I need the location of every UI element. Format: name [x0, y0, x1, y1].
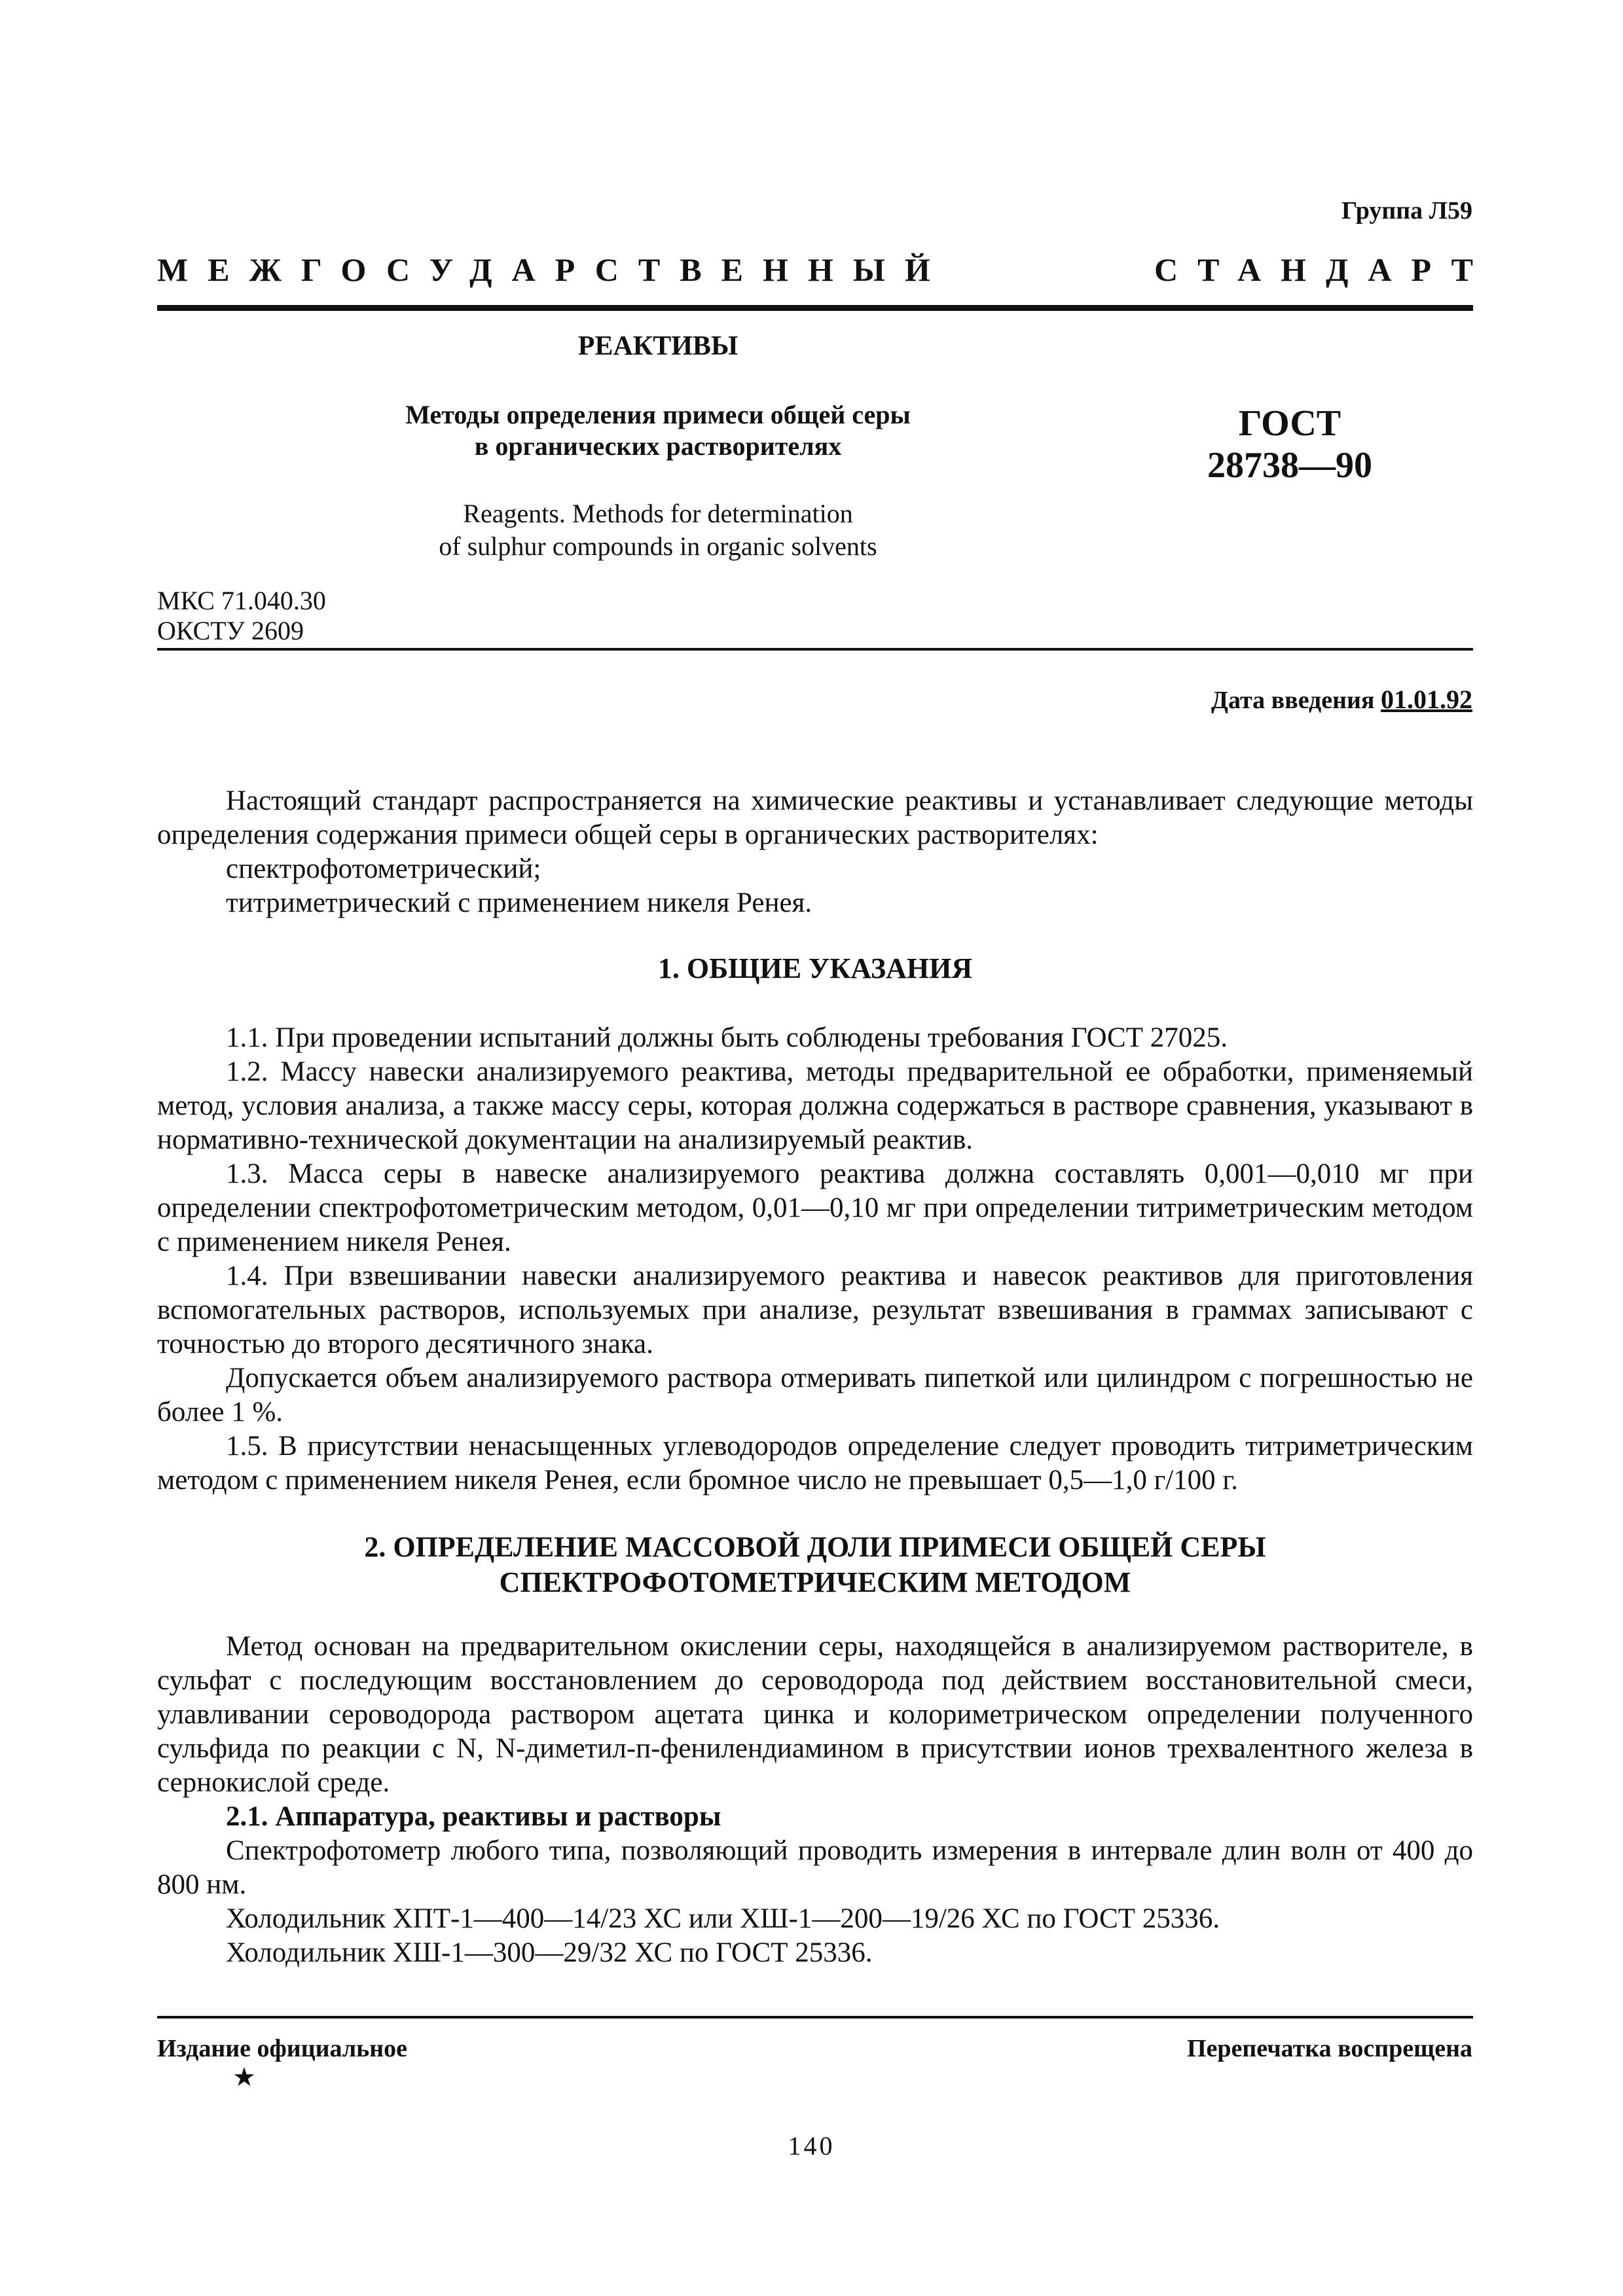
- section-2-heading: [157, 1530, 1473, 1600]
- cooler-item-1: Холодильник ХПТ-1—400—14/23 ХС или ХШ-1—200—19/26 ХС по ГОСТ 25336.: [226, 1903, 1220, 1934]
- clause-1-4: 1.4. При взвешивании навески анализируемого реактива и навесок реактивов для приготовления вспомогательных растворов, используемых при анализе, результат взвешивания в граммах записывают с точностью до второго десятичного знака.: [157, 1261, 1473, 1359]
- spectrophotometer-item: Спектрофотометр любого типа, позволяющий проводить измерения в интервале длин волн от 400 до 800 нм.: [157, 1835, 1473, 1900]
- official-edition-note: Издание официальное: [157, 2035, 408, 2062]
- group-code: Группа Л59: [1341, 197, 1472, 224]
- section-2-heading-line-2: СПЕКТРОФОТОМЕТРИЧЕСКИМ МЕТОДОМ: [499, 1566, 1131, 1598]
- effective-date-value: 01.01.92: [1381, 685, 1472, 714]
- english-title: [157, 497, 1159, 563]
- header-rule: [157, 305, 1473, 311]
- reprint-prohibited-note: Перепечатка воспрещена: [1186, 2035, 1472, 2062]
- footer-rule: [157, 2016, 1473, 2018]
- mks-code: МКС 71.040.30: [157, 586, 326, 615]
- banner-word-standard: СТАНДАРТ: [1154, 251, 1493, 288]
- subtitle-line-2: в органических растворителях: [474, 431, 842, 461]
- page-number: 140: [788, 2131, 835, 2161]
- classification-codes: [157, 586, 326, 646]
- subtitle-line-1: Методы определения примеси общей серы: [405, 400, 911, 429]
- intro-method-2: титриметрический с применением никеля Ренея.: [226, 888, 812, 918]
- clause-1-3: 1.3. Масса серы в навеске анализируемого реактива должна составлять 0,001—0,010 мг при определении спектрофотометрическим методом, 0,01—0,10 мг при определении титриметрическим методом с применением никеля Ренея.: [157, 1158, 1473, 1257]
- document-subtitle: [157, 399, 1159, 462]
- document-title: РЕАКТИВЫ: [577, 331, 739, 361]
- section-2-body: [157, 1630, 1473, 1970]
- gost-label: ГОСТ: [1238, 403, 1341, 444]
- star-icon: ★: [232, 2062, 256, 2092]
- intro-paragraph: Настоящий стандарт распространяется на химические реактивы и устанавливает следующие методы определения содержания примеси общей серы в органических растворителях:: [157, 785, 1473, 850]
- english-title-line-2: of sulphur compounds in organic solvents: [439, 531, 877, 561]
- effective-date-label: Дата введения: [1211, 687, 1375, 714]
- title-block-rule: [157, 648, 1473, 651]
- gost-number: 28738—90: [1207, 445, 1372, 486]
- banner-word-interstate: МЕЖГОСУДАРСТВЕННЫЙ: [157, 251, 950, 288]
- section-2-heading-line-1: 2. ОПРЕДЕЛЕНИЕ МАССОВОЙ ДОЛИ ПРИМЕСИ ОБЩЕЙ СЕРЫ: [364, 1531, 1266, 1563]
- standard-banner: [157, 251, 1493, 289]
- english-title-line-1: Reagents. Methods for determination: [463, 499, 853, 528]
- okstu-code: ОКСТУ 2609: [157, 616, 304, 645]
- clause-1-1: 1.1. При проведении испытаний должны быть соблюдены требования ГОСТ 27025.: [226, 1022, 1228, 1053]
- method-description: Метод основан на предварительном окислении серы, находящейся в анализируемом растворителе, в сульфат с последующим восстановлением до сероводорода под действием восстановительной смеси, улавливании сероводорода раствором ацетата цинка и колориметрическом определении полученного сульфида по реакции с N, N-диметил-п-фенилендиамином в присутствии ионов трехвалентного железа в сернокислой среде.: [157, 1631, 1473, 1798]
- section-1-body: [157, 1021, 1473, 1498]
- clause-1-2: 1.2. Массу навески анализируемого реактива, методы предварительной ее обработки, применяемый метод, условия анализа, а также массу серы, которая должна содержаться в растворе сравнения, указывают в нормативно-технической документации на анализируемый реактив.: [157, 1056, 1473, 1155]
- subsection-2-1-heading: 2.1. Аппаратура, реактивы и растворы: [226, 1801, 721, 1832]
- cooler-item-2: Холодильник ХШ-1—300—29/32 ХС по ГОСТ 25336.: [226, 1937, 873, 1968]
- clause-1-5: 1.5. В присутствии ненасыщенных углеводородов определение следует проводить титриметрическим методом с применением никеля Ренея, если бромное число не превышает 0,5—1,0 г/100 г.: [157, 1431, 1473, 1496]
- clause-1-4-note: Допускается объем анализируемого раствора отмеривать пипеткой или цилиндром с погрешностью не более 1 %.: [157, 1363, 1473, 1427]
- section-1-heading: 1. ОБЩИЕ УКАЗАНИЯ: [657, 952, 973, 984]
- intro-method-1: спектрофотометрический;: [226, 853, 541, 884]
- gost-designation: [1165, 403, 1414, 486]
- effective-date: [1211, 684, 1472, 715]
- intro-block: [157, 784, 1473, 920]
